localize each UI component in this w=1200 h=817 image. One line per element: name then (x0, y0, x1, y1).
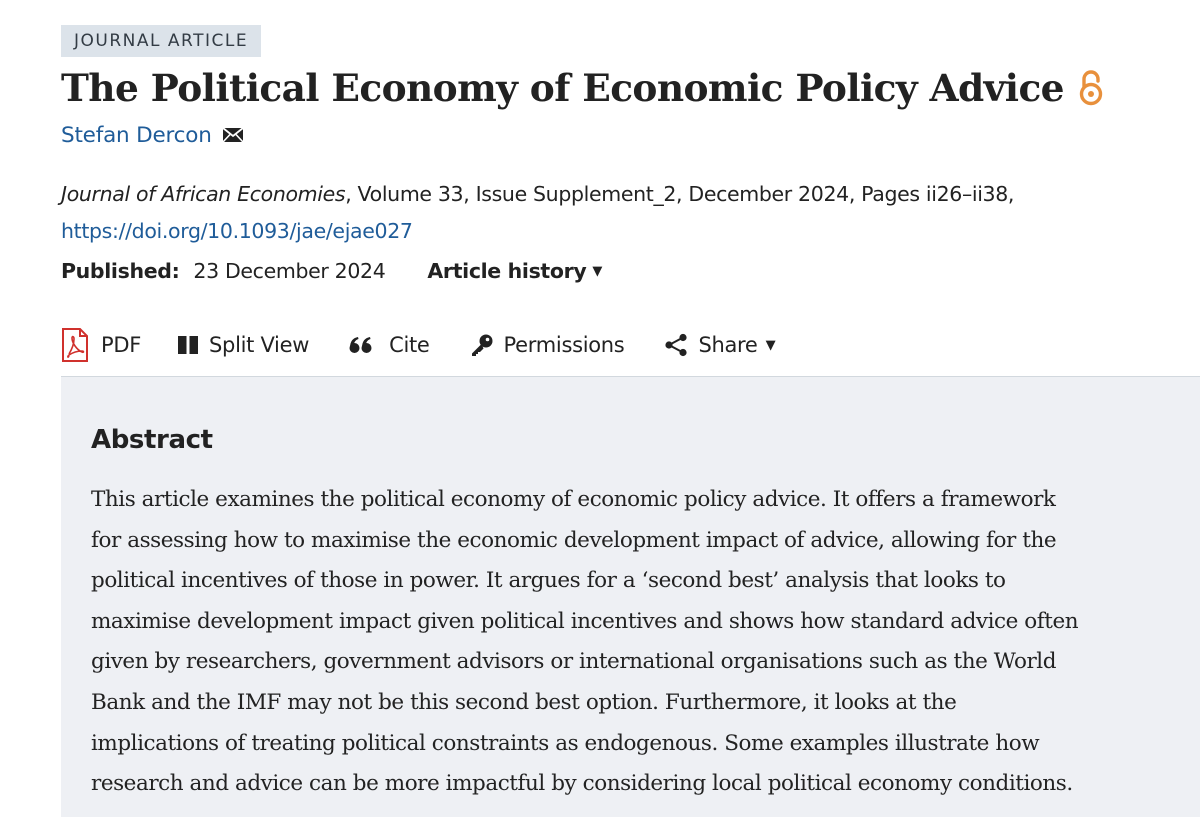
split-view-icon (177, 335, 199, 355)
article-history-label: Article history (427, 258, 587, 283)
journal-name: Journal of African Economies (61, 182, 346, 206)
permissions-button[interactable] (470, 325, 625, 365)
pdf-button[interactable] (61, 325, 141, 365)
quote-icon (349, 336, 373, 354)
author-row (61, 119, 244, 151)
article-history-toggle[interactable] (427, 255, 602, 288)
title-row (61, 62, 1104, 114)
abstract-line: implications of treating political constraints as endogenous. Some examples illustrate how (91, 730, 1040, 756)
abstract-line: Bank and the IMF may not be this second best option. Furthermore, it looks at the (91, 689, 957, 715)
author-link[interactable]: Stefan Dercon (61, 122, 212, 148)
abstract-line: maximise development impact given political incentives and shows how standard advice often (91, 608, 1079, 634)
published-label: Published: (61, 259, 180, 283)
key-icon (470, 333, 494, 357)
citation-details: , Volume 33, Issue Supplement_2, December 2024, Pages ii26–ii38, (345, 182, 1015, 206)
share-button[interactable] (664, 325, 775, 365)
article-title: The Political Economy of Economic Policy Advice (61, 66, 1064, 110)
publication-row (61, 255, 602, 287)
mail-icon[interactable] (222, 127, 244, 143)
share-label: Share (698, 333, 758, 357)
article-type-badge: JOURNAL ARTICLE (61, 25, 261, 57)
permissions-label: Permissions (503, 333, 625, 357)
cite-label: Cite (389, 333, 430, 357)
open-access-icon (1078, 69, 1104, 107)
split-view-button[interactable] (177, 325, 309, 365)
article-toolbar (61, 325, 775, 365)
abstract-line: for assessing how to maximise the economic development impact of advice, allowing for the (91, 527, 1057, 553)
citation-line (61, 178, 1014, 210)
abstract-section (61, 377, 1200, 817)
share-icon (664, 333, 688, 357)
doi-link[interactable]: https://doi.org/10.1093/jae/ejae027 (61, 219, 413, 243)
cite-button[interactable] (349, 325, 429, 365)
caret-down-icon: ▼ (592, 263, 603, 279)
abstract-heading: Abstract (91, 425, 213, 455)
caret-down-icon: ▼ (765, 337, 776, 353)
published-date: 23 December 2024 (193, 259, 386, 283)
abstract-line: political incentives of those in power. It argues for a ‘second best’ analysis that looks to (91, 568, 1006, 594)
pdf-label: PDF (101, 333, 142, 357)
abstract-line: given by researchers, government advisors or international organisations such as the World (91, 649, 1057, 675)
abstract-line: This article examines the political economy of economic policy advice. It offers a framework (91, 487, 1056, 512)
pdf-icon (61, 327, 89, 363)
abstract-text (91, 480, 1191, 805)
abstract-line: research and advice can be more impactful by considering local political economy conditions. (91, 771, 1073, 797)
split-view-label: Split View (209, 333, 310, 357)
